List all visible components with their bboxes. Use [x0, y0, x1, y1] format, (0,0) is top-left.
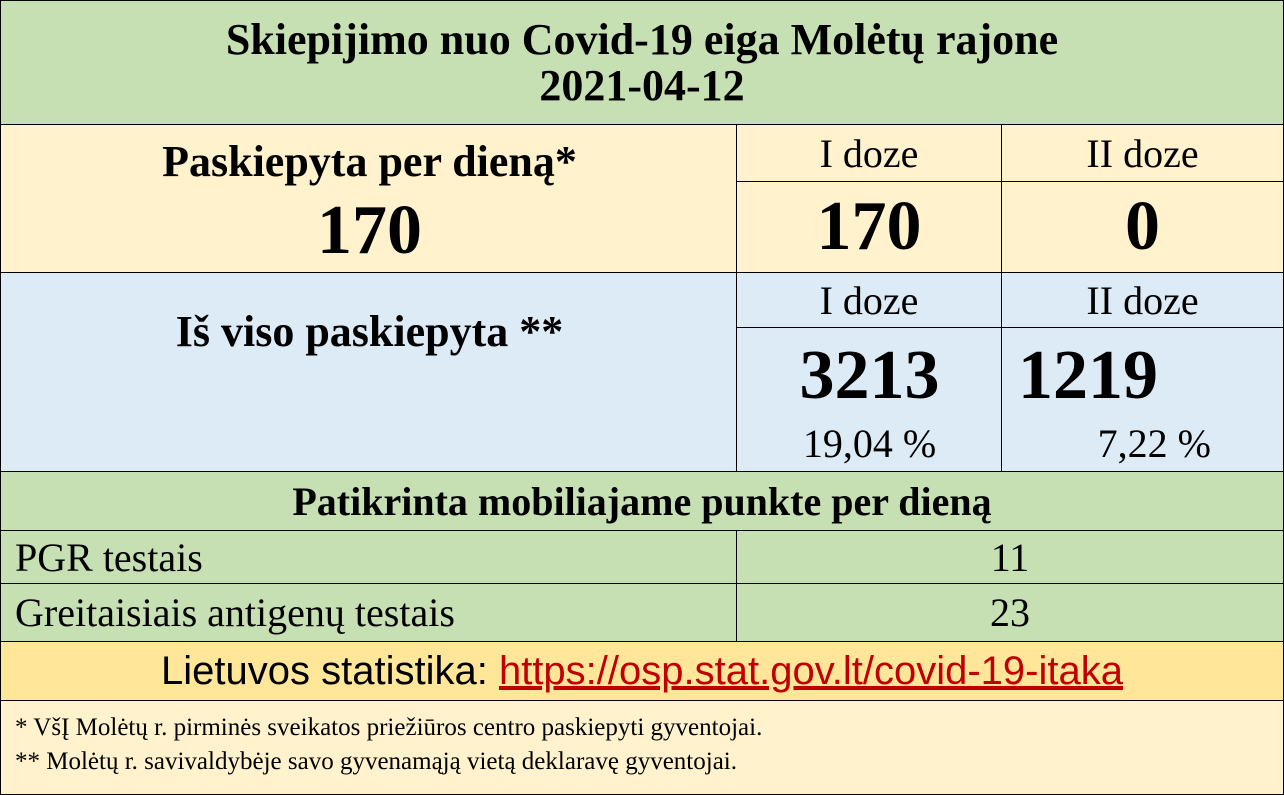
daily-dose2-value: 0: [1125, 188, 1160, 265]
cumulative-dose1-header: [737, 273, 1002, 328]
cumulative-dose2-percent: 7,22 %: [1097, 421, 1211, 466]
test-row-label: PGR testais: [15, 535, 203, 580]
daily-dose2-header: [1002, 125, 1284, 182]
cumulative-label-cell: [0, 273, 737, 472]
testing-heading: Patikrinta mobiliajame punkte per dieną: [292, 478, 992, 524]
cumulative-dose1-cell: [737, 328, 1002, 472]
stats-label: Lietuvos statistika:: [161, 648, 499, 693]
cumulative-dose2-header: [1002, 273, 1284, 328]
daily-label: Paskiepyta per dieną*: [162, 137, 577, 186]
cumulative-dose2-label: II doze: [1086, 277, 1199, 323]
test-row-label-cell: [0, 584, 737, 642]
daily-dose2-cell: [1002, 182, 1284, 273]
cumulative-dose1-percent: 19,04 %: [802, 421, 937, 466]
stats-cell: [0, 642, 1284, 701]
cumulative-label: Iš viso paskiepyta **: [175, 307, 564, 356]
test-row-value: 11: [990, 534, 1030, 580]
testing-heading-cell: [0, 472, 1284, 531]
daily-dose1-value: 170: [816, 188, 922, 265]
test-row-label: Greitaisiais antigenų testais: [15, 590, 455, 635]
cumulative-dose1-value: 3213: [799, 337, 940, 414]
footnote: ** Molėtų r. savivaldybėje savo gyvenamąją vietą deklaravę gyventojai.: [15, 748, 737, 775]
cumulative-dose2-value: 1219: [1018, 337, 1158, 414]
daily-dose2-label: II doze: [1086, 130, 1199, 176]
cumulative-dose1-label: I doze: [819, 277, 919, 323]
daily-label-cell: [0, 125, 737, 273]
test-row-value-cell: [737, 531, 1284, 584]
daily-dose1-cell: [737, 182, 1002, 273]
test-row-value: 23: [990, 590, 1030, 635]
daily-total: 170: [317, 192, 422, 269]
daily-dose1-header: [737, 125, 1002, 182]
report-title: Skiepijimo nuo Covid-19 eiga Molėtų rajone: [225, 14, 1059, 64]
stats-link[interactable]: https://osp.stat.gov.lt/covid-19-itaka: [498, 648, 1123, 693]
test-row-label-cell: [0, 531, 737, 584]
test-row-value-cell: [737, 584, 1284, 642]
cumulative-dose2-cell: [1002, 328, 1284, 472]
footnote: * VšĮ Molėtų r. pirminės sveikatos priežiūros centro paskiepyti gyventojai.: [15, 714, 763, 741]
report-date: 2021-04-12: [539, 60, 745, 110]
title-cell: [0, 0, 1284, 125]
daily-dose1-label: I doze: [819, 130, 919, 176]
footnotes-cell: [0, 701, 1284, 795]
